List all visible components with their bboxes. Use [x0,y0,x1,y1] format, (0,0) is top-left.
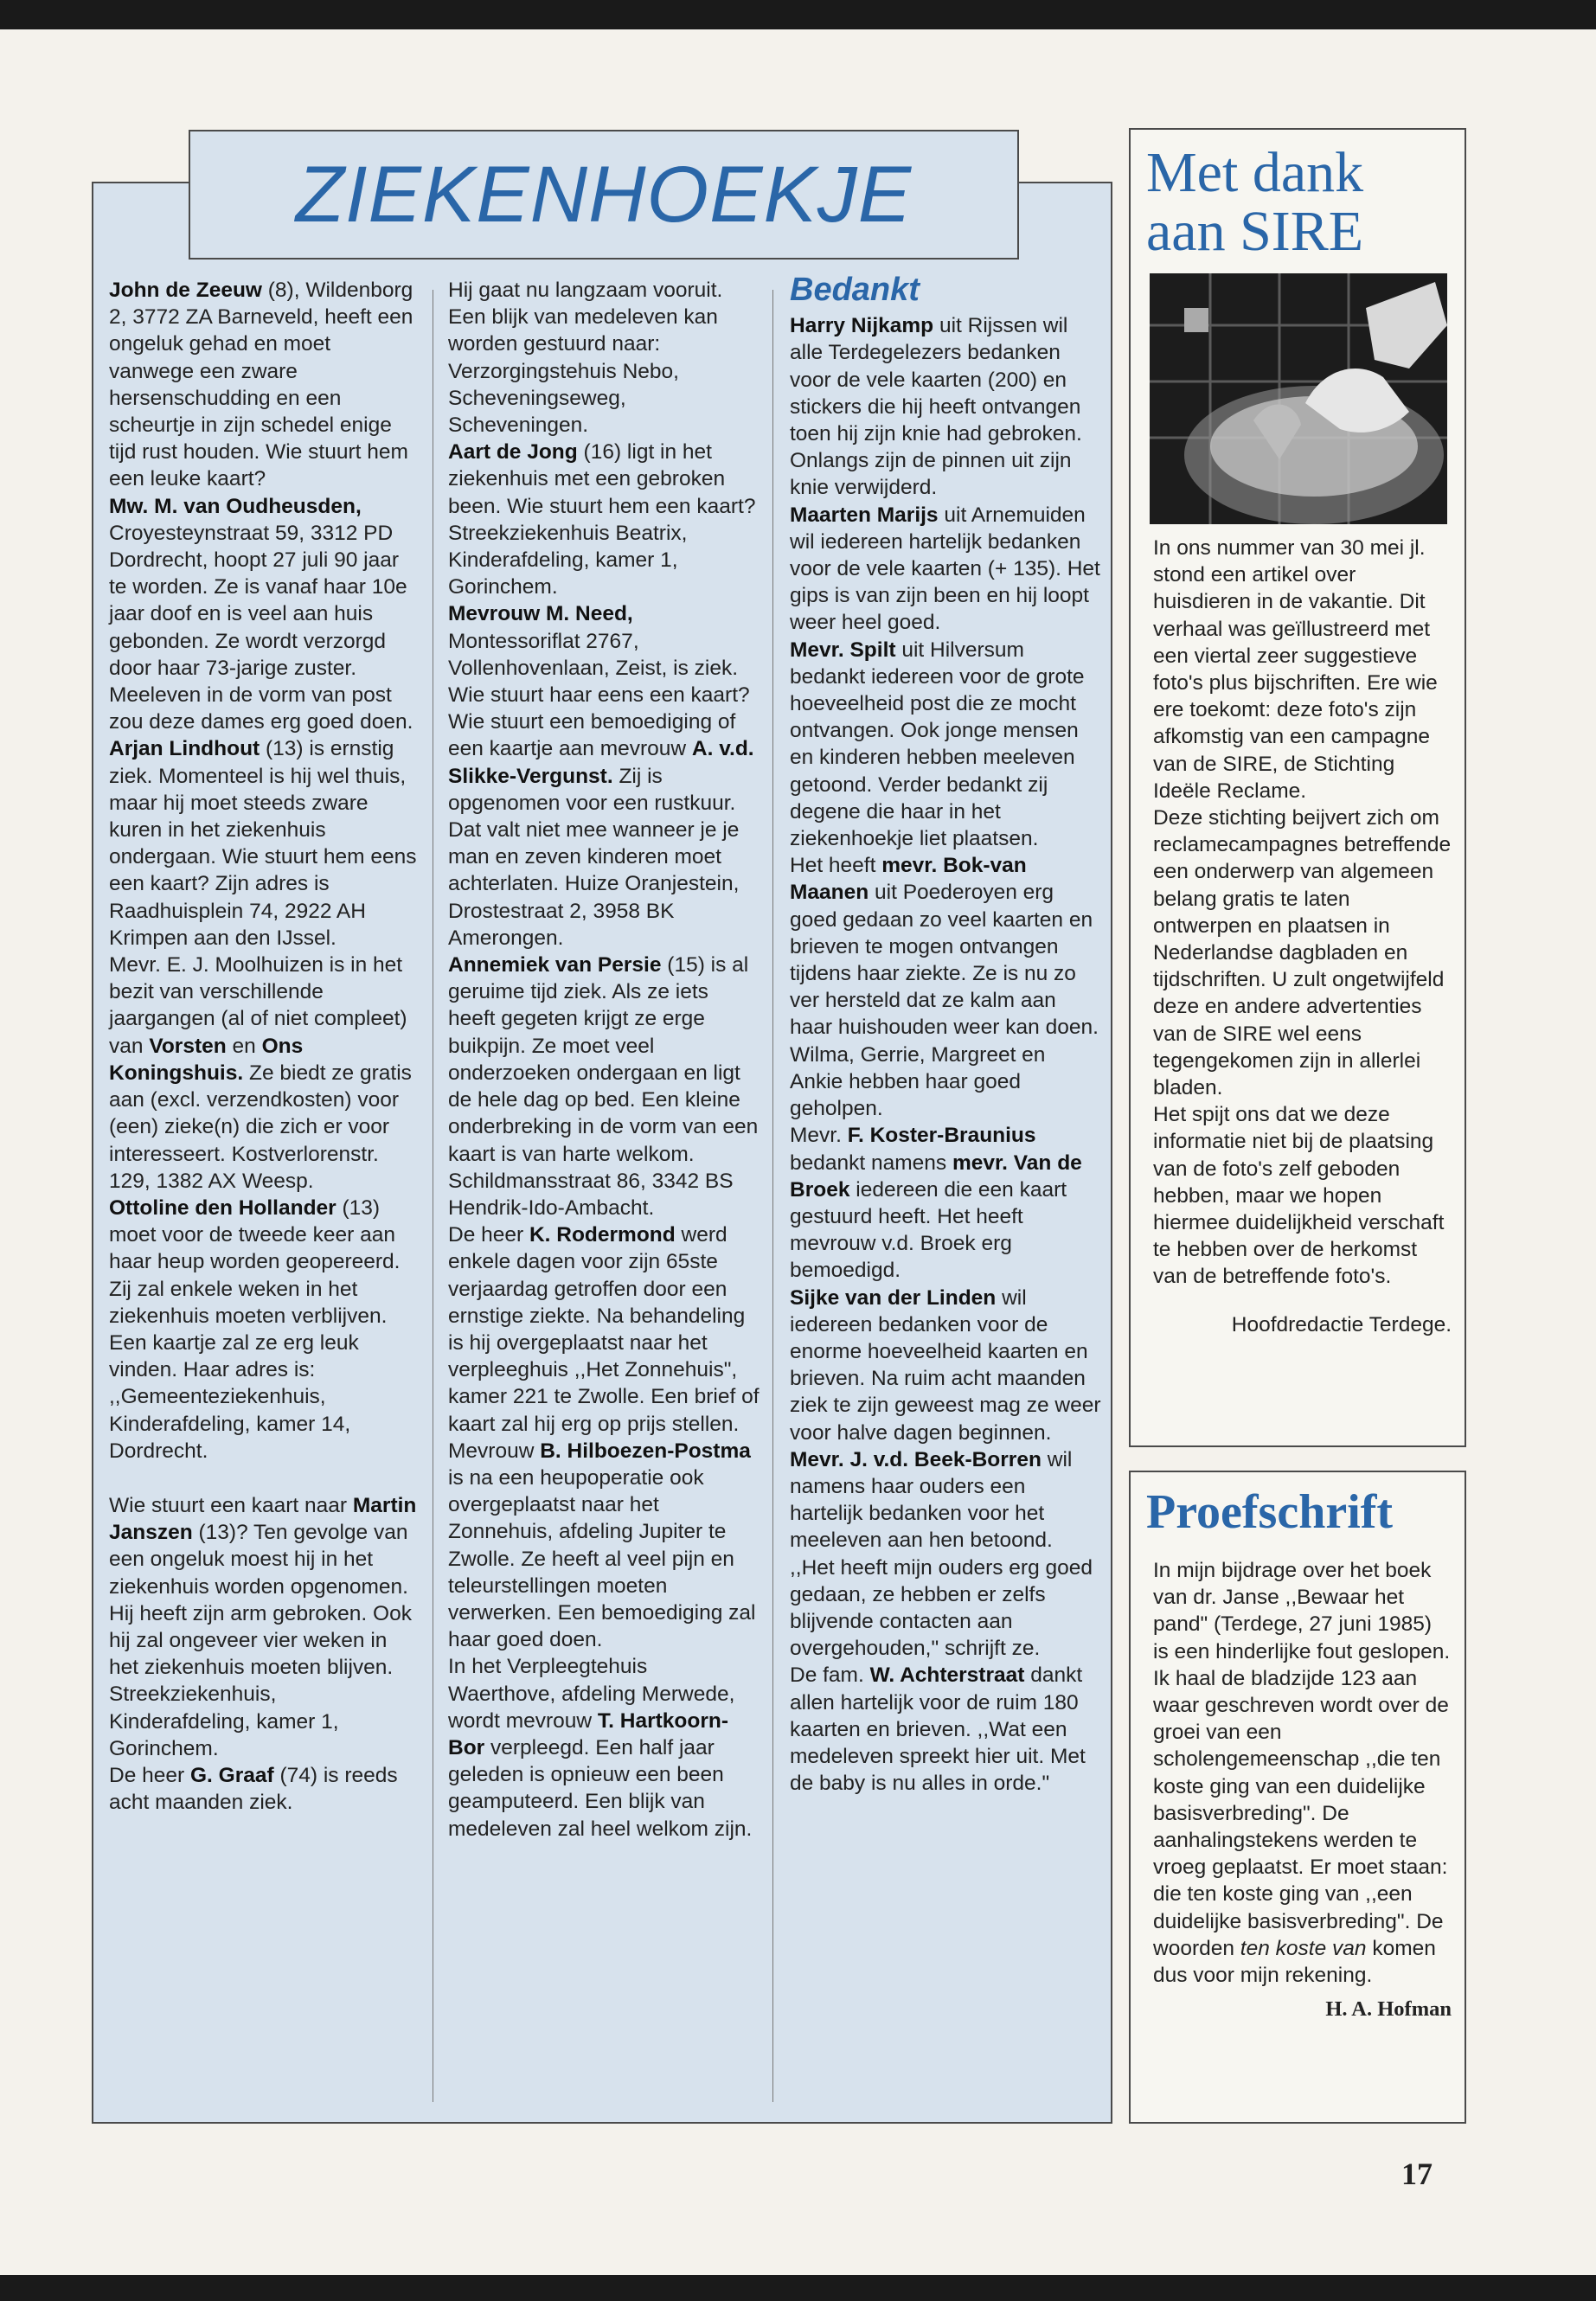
notice-name: Mw. M. van Oudheusden, [109,494,362,518]
notice-paragraph [790,1662,1101,1797]
notice-text: In het Verpleegtehuis Waerthove, afdeling Merwede, wordt mevrouw [448,1655,735,1733]
notice-paragraph [109,277,420,493]
notice-text: uit Arnemuiden wil iedereen hartelijk bedanken voor de vele kaarten (+ 135). Het gips is van zijn been en hij loopt weer heel goed. [790,503,1100,635]
notice-text: werd enkele dagen voor zijn 65ste verjaardag getroffen door een ernstige ziekte. Na behandeling is hij overgeplaatst naar het verpleeghuis ,,Het Zonnehuis", kamer 221 te Zwolle. Een brief of kaart zal hij erg op prijs stellen. [448,1223,760,1436]
column-divider [772,290,773,2102]
notice-name: Ottoline den Hollander [109,1195,337,1220]
proefschrift-body [1153,1557,1452,2022]
notice-paragraph [448,600,760,952]
notice-text: (13) is ernstig ziek. Momenteel is hij wel thuis, maar hij moet steeds zware kuren in het ziekenhuis ondergaan. Wie stuurt hem eens een kaart? Zijn adres is Raadhuisplein 74, 2922 AH Krimpen aan den IJssel. [109,737,417,950]
notice-text: Mevr. [790,1124,848,1148]
proefschrift-text [1153,1557,1452,1989]
notice-name: W. Achterstraat [869,1663,1025,1688]
notice-paragraph [448,1653,760,1842]
notice-paragraph [109,952,420,1195]
notice-text: verpleegd. Een half jaar geleden is opnieuw een been geamputeerd. Een blijk van medeleven zal heel welkom zijn. [448,1735,753,1841]
notice-paragraph [448,439,760,600]
notice-name: Sijke van der Linden [790,1285,997,1310]
sire-title-line-2: aan SIRE [1146,200,1364,263]
sire-signature: Hoofdredactie Terdege. [1231,1312,1452,1336]
notice-name: Martin Janszen [109,1493,417,1545]
notice-text: uit Rijssen wil alle Terdegelezers bedanken voor de vele kaarten (200) en stickers die hij heeft ontvangen toen hij zijn knie had gebroken. Onlangs zijn de pinnen uit zijn knie verwijderd. [790,314,1082,500]
notice-paragraph [790,502,1101,637]
notice-text: Ze biedt ze gratis aan (excl. verzendkosten) voor (een) zieke(n) die zich er voor interesseert. Kostverlorenstr. 129, 1382 AX Weesp. [109,1061,412,1193]
notice-name: Arjan Lindhout [109,737,260,761]
notice-paragraph [448,1438,760,1654]
column-1 [109,277,420,1816]
notice-text: De fam. [790,1663,870,1688]
notice-text: Mevrouw [448,1439,541,1463]
bottom-border [0,2275,1596,2301]
notice-name: B. Hilboezen-Postma [540,1439,751,1463]
notice-text: bedankt namens [790,1150,952,1175]
notice-text: uit Hilversum bedankt iedereen voor de grote hoeveelheid post die ze mocht ontvangen. Ook jonge mensen en kinderen hebben meeleven getoond. Verder bedankt zij degene die haar in het ziekenhoekje liet plaatsen. [790,638,1085,851]
proefschrift-title: Proefschrift [1146,1485,1394,1539]
notice-text: (8), Wildenborg 2, 3772 ZA Barneveld, heeft een ongeluk gehad en moet vanwege een zware hersenschudding en een scheurtje in zijn schedel enige tijd rust houden. Wie stuurt hem een leuke kaart? [109,279,413,491]
notice-name: mevr. Van de Broek [790,1150,1082,1202]
notice-text: wil iedereen bedanken voor de enorme hoeveelheid kaarten en brieven. Na ruim acht maanden ziek te zijn geweest mag ze weer voor halve dagen beginnen. [790,1285,1101,1445]
ziekenhoekje-title: ZIEKENHOEKJE [295,150,913,239]
column-3-bedankt [790,272,1101,1797]
notice-paragraph [109,1762,420,1816]
proefschrift-emphasis: ten koste van [1240,1936,1367,1960]
notice-text: Mevr. E. J. Moolhuizen is in het bezit van verschillende jaargangen (al of niet compleet) van [109,953,407,1058]
page-number: 17 [1401,2157,1433,2191]
notice-name: Ons Koningshuis. [109,1034,304,1085]
notice-name: Annemiek van Persie [448,953,662,977]
notice-text: en [226,1034,262,1058]
notice-text: is na een heupoperatie ook overgeplaatst naar het Zonnehuis, afdeling Jupiter te Zwolle. Ze heeft al veel pijn en teleurstellingen moeten verwerken. Een bemoediging zal haar goed doen. [448,1465,756,1652]
notice-paragraph [790,1122,1101,1284]
notice-text: (13) moet voor de tweede keer aan haar heup worden geopereerd. Zij zal enkele weken in het ziekenhuis moeten verblijven. Een kaartje zal ze erg leuk vinden. Haar adres is: ,,Gemeenteziekenhuis, Kinderafdeling, kamer 14, Dordrecht. [109,1195,401,1463]
notice-name: John de Zeeuw [109,279,262,302]
sire-paragraph: Deze stichting beijvert zich om reclamecampagnes betreffende een onderwerp van algemeen belang gratis te laten ontwerpen en plaatsen in Nederlandse dagbladen en tijdschriften. U zult ongetwijfeld deze en andere advertenties van de SIRE wel eens tegengekomen zijn in allerlei bladen. [1153,806,1452,1100]
notice-text: iedereen die een kaart gestuurd heeft. Het heeft mevrouw v.d. Broek erg bemoedigd. [790,1177,1067,1283]
notice-paragraph [790,1446,1101,1663]
proefschrift-text-b: komen dus voor mijn rekening. [1153,1936,1436,1988]
sire-title [1146,141,1465,263]
notice-name: G. Graaf [189,1763,274,1787]
notice-paragraph [109,735,420,952]
notice-text: dankt allen hartelijk voor de ruim 180 kaarten en brieven. ,,Wat een medeleven spreekt hier uit. Met de baby is nu alles in orde." [790,1663,1086,1796]
notice-name: K. Rodermond [529,1223,676,1247]
sire-photo [1150,273,1447,524]
proefschrift-panel [1129,1471,1466,2124]
notice-name: A. v.d. Slikke-Vergunst. [448,737,754,788]
sire-title-line-1: Met dank [1146,141,1364,204]
notice-text: (74) is reeds acht maanden ziek. [109,1763,398,1815]
notice-name: Mevr. J. v.d. Beek-Borren [790,1447,1042,1471]
notice-text: Zij is opgenomen voor een rustkuur. Dat valt niet mee wanneer je je man en zeven kinderen moet achterlaten. Huize Oranjestein, Drostestraat 2, 3958 BK Amerongen. [448,764,740,950]
notice-name: mevr. Bok-van Maanen [790,854,1027,905]
notice-paragraph [448,952,760,1221]
notice-text: wil namens haar ouders een hartelijk bedanken voor het meeleven aan hen betoond. ,,Het heeft mijn ouders erg goed gedaan, ze hebben er zelfs blijvende contacten aan overgehouden," schrijft ze. [790,1447,1093,1661]
sire-body [1153,535,1452,1338]
column-2 [448,277,760,1843]
top-border [0,0,1596,29]
notice-name: T. Hartkoorn-Bor [448,1708,729,1759]
ziekenhoekje-title-box [189,130,1019,260]
notice-name: Harry Nijkamp [790,314,934,338]
notice-text: Croyesteynstraat 59, 3312 PD Dordrecht, hoopt 27 juli 90 jaar te worden. Ze is vanaf haar 10e jaar doof en is veel aan huis gebonden. Ze wordt verzorgd door haar 73-jarige zuster. Meeleven in de vorm van post zou deze dames erg goed doen. [109,521,413,734]
notice-name: Vorsten [149,1034,227,1058]
notice-paragraph [790,1285,1101,1446]
notice-paragraph [790,852,1101,1122]
notice-text: uit Poederoyen erg goed gedaan zo veel kaarten en brieven te mogen ontvangen tijdens haar ziekte. Ze is nu zo ver hersteld dat ze kalm aan haar huishouden weer kan doen. Wilma, Gerrie, Margreet en Ankie hebben haar goed geholpen. [790,881,1099,1121]
notice-name: F. Koster-Braunius [847,1124,1036,1148]
notice-paragraph [448,1221,760,1438]
notice-text: Montessoriflat 2767, Vollenhovenlaan, Zeist, is ziek. Wie stuurt haar eens een kaart? Wie stuurt een bemoediging of een kaartje aan mevrouw [448,629,750,761]
notice-paragraph [448,277,760,439]
notice-text: (16) ligt in het ziekenhuis met een gebroken been. Wie stuurt hem een kaart? Streekziekenhuis Beatrix, Kinderafdeling, kamer 1, Gorinchem. [448,440,756,599]
notice-text: Hij gaat nu langzaam vooruit. Een blijk van medeleven kan worden gestuurd naar: Verzorgingstehuis Nebo, Scheveningseweg, Scheveningen. [448,279,723,438]
notice-text: De heer [448,1223,529,1247]
notice-name: Aart de Jong [448,440,578,465]
notice-text: Wie stuurt een kaart naar [109,1493,353,1517]
sire-panel [1129,128,1466,1447]
notice-paragraph [790,637,1101,853]
proefschrift-signature: H. A. Hofman [1325,1997,1452,2022]
notice-name: Mevrouw M. Need, [448,602,633,626]
notice-text: (13)? Ten gevolge van een ongeluk moest hij in het ziekenhuis worden opgenomen. Hij heeft zijn arm gebroken. Ook hij zal ongeveer vier weken in het ziekenhuis moeten blijven. Streekziekenhuis, Kinderafdeling, kamer 1, Gorinchem. [109,1521,412,1760]
proefschrift-text-a: In mijn bijdrage over het boek van dr. Janse ,,Bewaar het pand" (Terdege, 27 juni 1985) is een hinderlijke fout geslopen. Ik haal de bladzijde 123 aan waar geschreven wordt over de groei van een scholengemeenschap ,,die ten koste ging van een duidelijke basisverbreding". De aanhalingstekens werden te vroeg geplaatst. Er moet staan: die ten koste ging van ,,een duidelijke basisverbreding". De woorden [1153,1559,1451,1960]
bedankt-heading: Bedankt [790,272,920,308]
notice-paragraph [109,493,420,736]
notice-name: Maarten Marijs [790,503,939,527]
notice-paragraph [109,1492,420,1762]
sire-paragraph: In ons nummer van 30 mei jl. stond een artikel over huisdieren in de vakantie. Dit verhaal was geïllustreerd met een viertal zeer suggestieve foto's plus bijschriften. Ere wie ere toekomt: deze foto's zijn afkomstig van een campagne van de SIRE, de Stichting Ideële Reclame. [1153,536,1438,803]
notice-text: Het heeft [790,854,882,878]
notice-name: Mevr. Spilt [790,638,896,662]
notice-text: (15) is al geruime tijd ziek. Als ze iets heeft gegeten krijgt ze erge buikpijn. Ze moet veel onderzoeken ondergaan en ligt de hele dag op bed. Een kleine onderbreking in de vorm van een kaart is van harte welkom. Schildmansstraat 86, 3342 BS Hendrik-Ido-Ambacht. [448,953,759,1220]
sire-paragraph: Het spijt ons dat we deze informatie niet bij de plaatsing van de foto's zelf geboden hebben, maar we hopen hiermee duidelijkheid verschaft te hebben over de herkomst van de betreffende foto's. [1153,1103,1445,1289]
notice-text: De heer [109,1763,190,1787]
notice-paragraph [109,1195,420,1465]
paragraph-gap [109,1465,420,1492]
notice-paragraph [790,312,1101,501]
